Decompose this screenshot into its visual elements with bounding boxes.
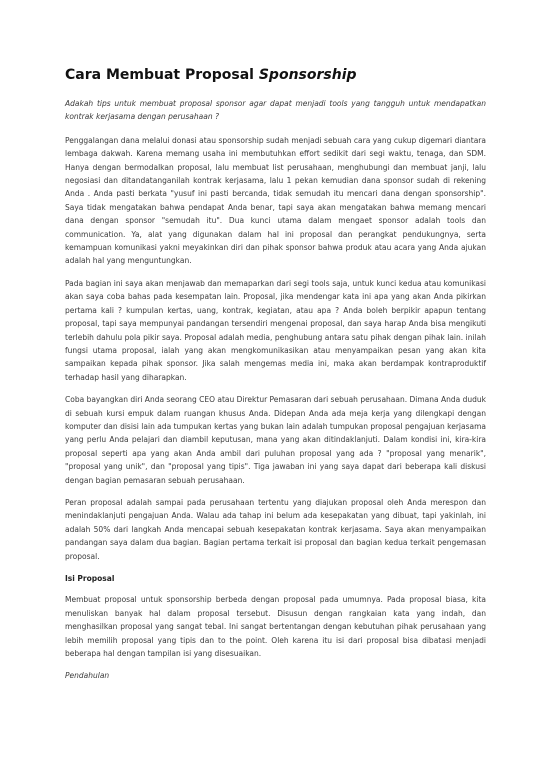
section-heading: Isi Proposal <box>65 574 115 583</box>
document-page <box>65 66 486 683</box>
body-paragraph-4: Peran proposal adalah sampai pada perusahaan tertentu yang diajukan proposal oleh Anda merespon dan menindaklanjuti pengajuan Anda. Walau ada tahap ini belum ada kesepakatan yang dibuat, tapi yakinlah, ini adalah 50% dari langkah Anda mencapai sebuah kesepakatan kontrak kerjasama. Saya akan menyampaikan pandangan saya dalam dua bagian. Bagian pertama terkait isi proposal dan bagian kedua terkait pengemasan proposal. <box>65 497 486 561</box>
section-paragraph: Membuat proposal untuk sponsorship berbeda dengan proposal pada umumnya. Pada proposal biasa, kita menuliskan banyak hal dalam proposal tersebut. Disusun dengan rangkaian kata yang indah, dan menghasilkan proposal yang sangat tebal. Ini sangat bertentangan dengan kebutuhan pihak perusahaan yang lebih memilih proposal yang tipis dan to the point. Oleh karena itu isi dari proposal bisa dibatasi menjadi beberapa hal dengan tampilan isi yang disesuaikan. <box>65 595 486 659</box>
body-paragraph-3: Coba bayangkan diri Anda seorang CEO atau Direktur Pemasaran dari sebuah perusahaan. Dimana Anda duduk di sebuah kursi empuk dalam ruangan khusus Anda. Didepan Anda ada meja kerja yang dilengkapi dengan komputer dan disisi lain ada tumpukan kertas yang bukan lain adalah tumpukan proposal pengajuan kerjasama yang perlu Anda pelajari dan diambil keputusan, mana yang akan ditindaklanjuti. Dalam kondisi ini, kira-kira proposal seperti apa yang akan Anda ambil dari puluhan proposal yang ada ? "proposal yang menarik", "proposal yang unik", dan "proposal yang tipis". Tiga jawaban ini yang saya dapat dari beberapa kali diskusi dengan bagian pemasaran sebuah perusahaan. <box>65 395 486 485</box>
subheading: Pendahulan <box>65 671 110 681</box>
document-title <box>65 66 486 84</box>
body-paragraph-1: Penggalangan dana melalui donasi atau sponsorship sudah menjadi sebuah cara yang cukup digemari diantara lembaga dakwah. Karena memang usaha ini membutuhkan effort sedikit dari segi waktu, tenaga, dan SDM. Hanya dengan bermodalkan proposal, lalu membuat list perusahaan, menghubungi dan membuat janji, lalu negosiasi dan ditandatanganilah kontrak kerjasama, lalu 1 pekan kemudian dana sponsor sudah di rekening Anda . Anda pasti berkata "yusuf ini pasti bercanda, tidak semudah itu mencari dana dengan sponsorship". Saya tidak mengatakan bahwa pendapat Anda benar, tapi saya akan mengatakan bahwa memang mencari dana dengan sponsor "semudah itu". Dua kunci utama dalam mengaet sponsor adalah tools dan communication. Ya, alat yang digunakan dalam hal ini proposal dan perangkat pendukungnya, serta kemampuan komunikasi yakni meyakinkan diri dan pihak sponsor bahwa produk atau acara yang Anda ajukan adalah hal yang menguntungkan. <box>65 135 486 266</box>
title-italic: Sponsorship <box>258 67 357 83</box>
title-main: Cara Membuat Proposal <box>65 67 259 83</box>
intro-paragraph: Adakah tips untuk membuat proposal sponsor agar dapat menjadi tools yang tangguh untuk mendapatkan kontrak kerjasama dengan perusahaan ? <box>65 99 486 122</box>
body-paragraph-2: Pada bagian ini saya akan menjawab dan memaparkan dari segi tools saja, untuk kunci kedua atau komunikasi akan saya coba bahas pada kesempatan lain. Proposal, jika mendengar kata ini apa yang akan Anda pikirkan pertama kali ? kumpulan kertas, uang, kontrak, kegiatan, atau apa ? Anda boleh berpikir apapun tentang proposal, tapi saya mempunyai pandangan tersendiri mengenai proposal, dan saya harap Anda bisa mengikuti terlebih dahulu pola pikir saya. Proposal adalah media, penghubung antara satu pihak dengan pihak lain. inilah fungsi utama proposal, ialah yang akan mengkomunikasikan atau menyampaikan pesan yang akan kita sampaikan kepada pihak sponsor. Jika salah mengemas media ini, maka akan berdampak kontraproduktif terhadap hasil yang diharapkan. <box>65 278 486 382</box>
